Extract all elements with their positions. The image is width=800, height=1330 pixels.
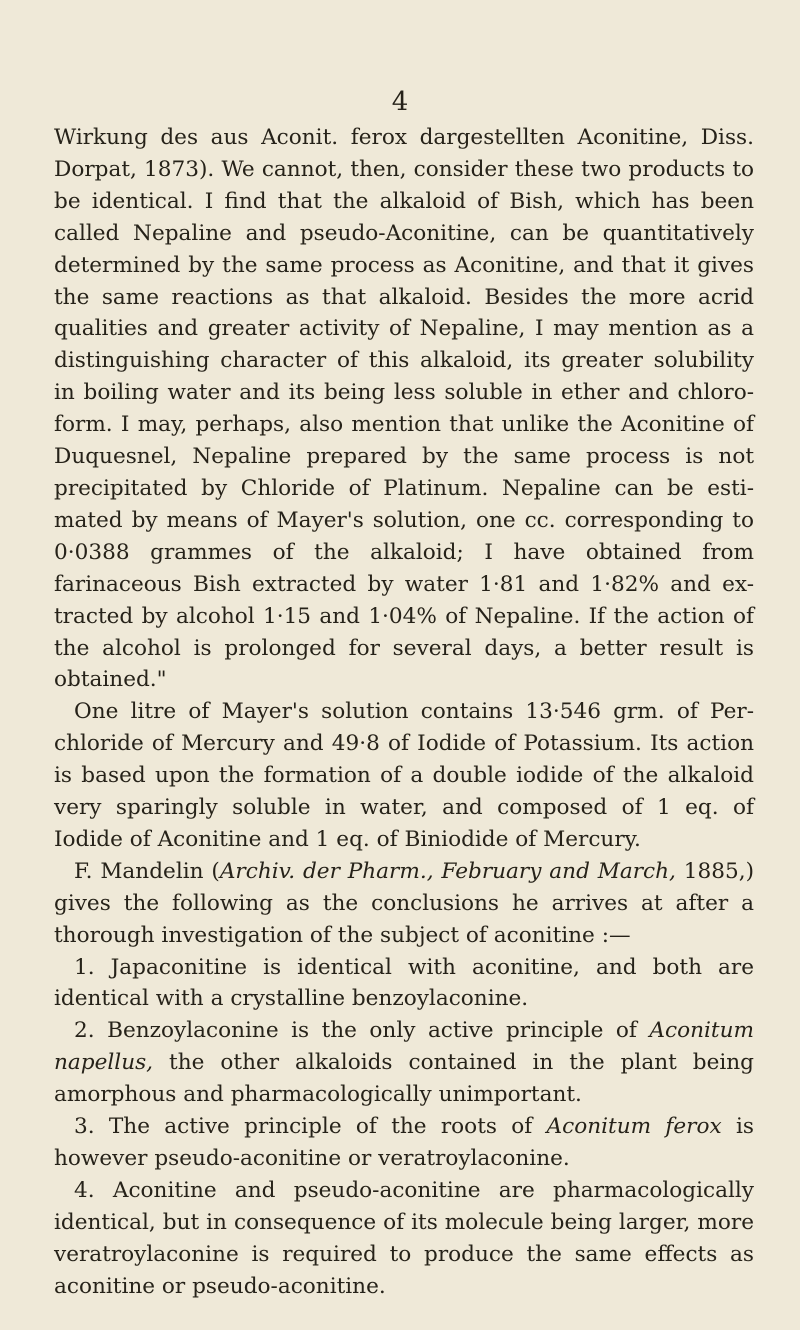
list-item-3-text: 3. The active principle of the roots of	[74, 1114, 547, 1140]
list-item-3	[54, 1111, 754, 1175]
citation-archiv: Archiv. der Pharm., February and March,	[219, 858, 676, 884]
list-item-2-text: 2. Benzoylaconine is the only active principle of	[74, 1018, 650, 1044]
page-body	[54, 122, 754, 1303]
list-item-3-rest: is however pseudo-aconitine or veratroylaconine.	[54, 1114, 754, 1171]
mandelin-intro: F. Mandelin (	[74, 858, 220, 884]
paragraph-mayer-solution: One litre of Mayer's solution contains 13·546 grm. of Per-chloride of Mercury and 49·8 of Iodide of Potassium. Its action is based upon the formation of a double iodide of the alkaloid very sparingly soluble in water, and composed of 1 eq. of Iodide of Aconitine and 1 eq. of Biniodide of Mercury.	[54, 699, 754, 852]
page-number: 4	[391, 87, 409, 117]
paragraph-continuation: Wirkung des aus Aconit. ferox dargestellten Aconitine, Diss. Dorpat, 1873). We cannot, then, consider these two products to be identical. I find that the alkaloid of Bish, which has been called Nepaline and pseudo-Aconitine, can be quantitatively determined by the same process as Aconitine, and that it gives the same reactions as that alkaloid. Besides the more acrid qualities and greater activity of Nepaline, I may mention as a distinguishing character of this alkaloid, its greater solubility in boiling water and its being less soluble in ether and chloro-form. I may, perhaps, also mention that unlike the Aconitine of Duquesnel, Nepaline prepared by the same process is not precipitated by Chloride of Platinum. Nepaline can be esti-mated by means of Mayer's solution, one cc. corresponding to 0·0388 grammes of the alkaloid; I have obtained from farinaceous Bish extracted by water 1·81 and 1·82% and ex-tracted by alcohol 1·15 and 1·04% of Nepaline. If the action of the alcohol is prolonged for several days, a better result is obtained."	[54, 125, 754, 693]
paragraph-mandelin	[54, 856, 754, 952]
list-item-2-rest: the other alkaloids contained in the plant being amorphous and pharmacologically unimportant.	[54, 1050, 754, 1108]
list-item-4: 4. Aconitine and pseudo-aconitine are pharmacologically identical, but in consequence of its molecule being larger, more veratroylaconine is required to produce the same effects as aconitine or pseudo-aconitine.	[54, 1177, 754, 1299]
mandelin-rest: 1885,) gives the following as the conclusions he arrives at after a thorough investigation of the subject of aconitine :—	[54, 858, 755, 948]
list-item-1: 1. Japaconitine is identical with aconitine, and both are identical with a crystalline benzoylaconine.	[54, 954, 754, 1012]
species-aconitum-napellus: Aconitum napellus,	[54, 1018, 754, 1076]
species-aconitum-ferox: Aconitum ferox	[546, 1114, 722, 1140]
list-item-2	[54, 1015, 754, 1111]
